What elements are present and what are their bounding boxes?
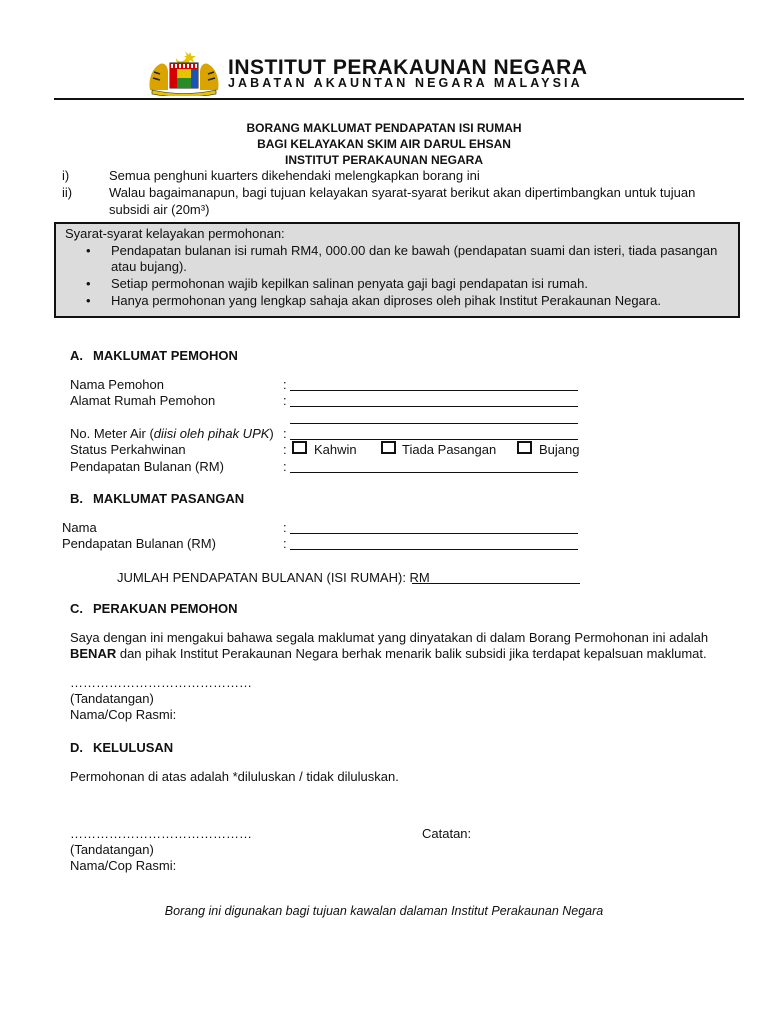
address-field-line-2[interactable] — [290, 423, 578, 424]
section-a-title: MAKLUMAT PEMOHON — [93, 348, 238, 363]
condition-1-line-2: atau bujang). — [111, 259, 187, 274]
instruction-text-2b: subsidi air (20m³) — [109, 202, 210, 217]
approval-statement: Permohonan di atas adalah *diluluskan / tidak diluluskan. — [70, 769, 399, 784]
colon: : — [283, 426, 287, 441]
institute-name: INSTITUT PERAKAUNAN NEGARA — [228, 56, 588, 79]
meter-number-field[interactable] — [290, 439, 578, 440]
colon: : — [283, 442, 287, 457]
form-title-line-1: BORANG MAKLUMAT PENDAPATAN ISI RUMAH — [246, 121, 522, 135]
spouse-income-label: Pendapatan Bulanan (RM) — [62, 536, 216, 551]
instruction-number-2: ii) — [62, 185, 73, 200]
single-checkbox[interactable] — [517, 441, 532, 454]
applicant-income-label: Pendapatan Bulanan (RM) — [70, 459, 224, 474]
colon: : — [283, 393, 287, 408]
applicant-signature-line[interactable]: …………………………………… — [70, 675, 252, 690]
condition-2: Setiap permohonan wajib kepilkan salinan penyata gaji bagi pendapatan isi rumah. — [111, 276, 588, 291]
bullet-icon: • — [86, 293, 91, 308]
declaration-line-1: Saya dengan ini mengakui bahawa segala maklumat yang dinyatakan di dalam Borang Permohonan ini adalah — [70, 630, 709, 645]
section-d-title: KELULUSAN — [93, 740, 174, 755]
applicant-income-field[interactable] — [290, 472, 578, 473]
section-c-letter: C. — [70, 601, 83, 616]
applicant-name-stamp-label: Nama/Cop Rasmi: — [70, 707, 177, 722]
condition-3: Hanya permohonan yang lengkap sahaja akan diproses oleh pihak Institut Perakaunan Negara. — [111, 293, 661, 308]
instruction-text-1: Semua penghuni kuarters dikehendaki melengkapkan borang ini — [109, 168, 480, 183]
married-option-label: Kahwin — [314, 442, 357, 457]
meter-number-label: No. Meter Air (diisi oleh pihak UPK) — [70, 426, 274, 441]
instruction-text-2a: Walau bagaimanapun, bagi tujuan kelayakan syarat-syarat berikut akan dipertimbangkan untuk tujuan — [109, 185, 696, 200]
coat-of-arms-logo — [146, 50, 222, 96]
no-spouse-option-label: Tiada Pasangan — [402, 442, 497, 457]
colon: : — [283, 459, 287, 474]
bullet-icon: • — [86, 276, 91, 291]
notes-label: Catatan: — [422, 826, 472, 841]
department-name: JABATAN AKAUNTAN NEGARA MALAYSIA — [228, 76, 583, 90]
declaration-line-2: BENAR dan pihak Institut Perakaunan Negara berhak menarik balik subsidi jika terdapat kepalsuan maklumat. — [70, 646, 707, 661]
approver-signature-line[interactable]: …………………………………… — [70, 826, 252, 841]
footer-note: Borang ini digunakan bagi tujuan kawalan dalaman Institut Perakaunan Negara — [164, 904, 604, 918]
section-d-letter: D. — [70, 740, 83, 755]
bullet-icon: • — [86, 243, 91, 258]
section-b-title: MAKLUMAT PASANGAN — [93, 491, 245, 506]
section-b-letter: B. — [70, 491, 83, 506]
instruction-number-1: i) — [62, 168, 70, 183]
colon: : — [283, 520, 287, 535]
applicant-name-label: Nama Pemohon — [70, 377, 164, 392]
applicant-signature-label: (Tandatangan) — [70, 691, 154, 706]
spouse-name-field[interactable] — [290, 533, 578, 534]
form-title-line-2: BAGI KELAYAKAN SKIM AIR DARUL EHSAN — [257, 137, 511, 151]
total-income-field[interactable] — [412, 583, 580, 584]
section-a-letter: A. — [70, 348, 83, 363]
malaysia-coat-of-arms-icon — [146, 50, 222, 96]
colon: : — [283, 377, 287, 392]
conditions-heading: Syarat-syarat kelayakan permohonan: — [65, 226, 285, 241]
address-field-line-1[interactable] — [290, 406, 578, 407]
condition-1-line-1: Pendapatan bulanan isi rumah RM4, 000.00 dan ke bawah (pendapatan suami dan isteri, tiada pasangan — [111, 243, 718, 258]
marital-status-label: Status Perkahwinan — [70, 442, 186, 457]
header-divider — [54, 98, 744, 100]
married-checkbox[interactable] — [292, 441, 307, 454]
applicant-name-field[interactable] — [290, 390, 578, 391]
address-label: Alamat Rumah Pemohon — [70, 393, 216, 408]
approver-name-stamp-label: Nama/Cop Rasmi: — [70, 858, 177, 873]
approver-signature-label: (Tandatangan) — [70, 842, 154, 857]
spouse-name-label: Nama — [62, 520, 97, 535]
form-title-line-3: INSTITUT PERAKAUNAN NEGARA — [285, 153, 483, 167]
spouse-income-field[interactable] — [290, 549, 578, 550]
total-income-label: JUMLAH PENDAPATAN BULANAN (ISI RUMAH): RM — [117, 570, 430, 585]
colon: : — [283, 536, 287, 551]
section-c-title: PERAKUAN PEMOHON — [93, 601, 238, 616]
no-spouse-checkbox[interactable] — [381, 441, 396, 454]
single-option-label: Bujang — [539, 442, 580, 457]
